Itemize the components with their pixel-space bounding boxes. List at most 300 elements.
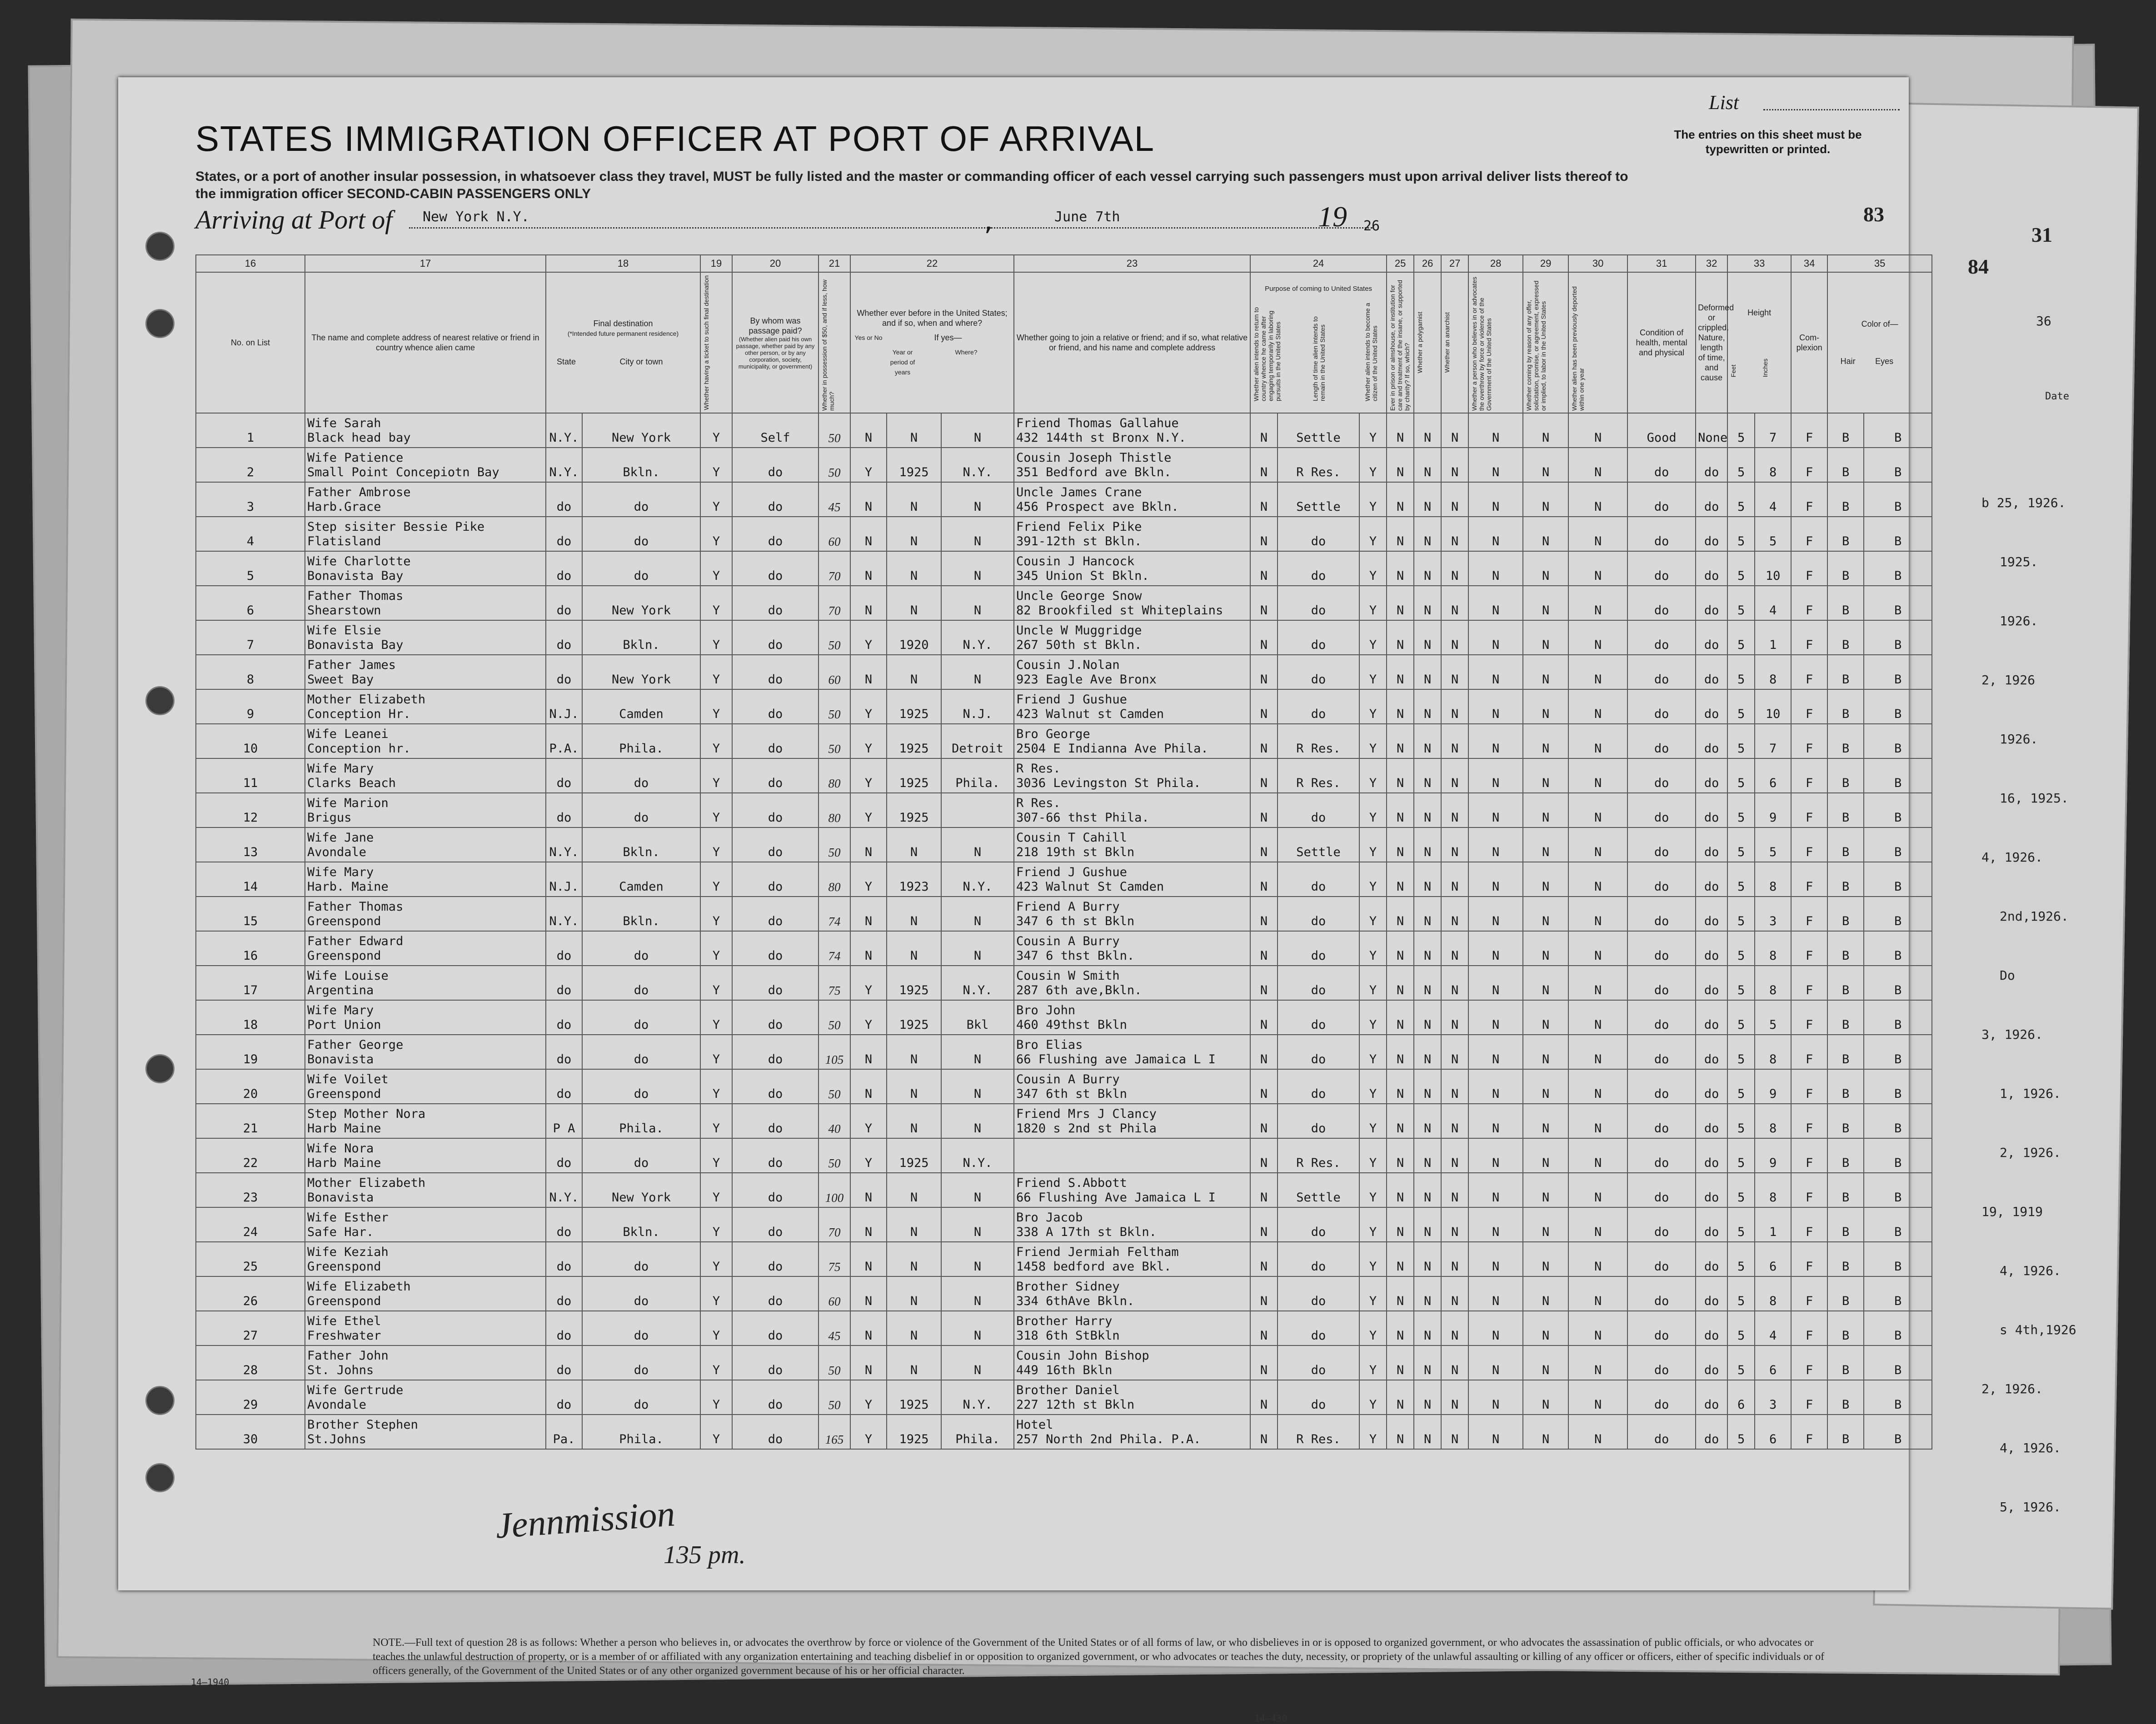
cell-in: 5: [1755, 827, 1791, 862]
cell-deformed: do: [1696, 1311, 1727, 1345]
cell-joining: [1014, 1345, 1250, 1380]
cell-no: 29: [196, 1380, 305, 1415]
cell-city: do: [582, 482, 700, 517]
cell-in: 4: [1755, 586, 1791, 620]
joining-name: Cousin J.Nolan: [1016, 658, 1120, 672]
cell-q25: N: [1387, 551, 1414, 586]
cell-state: do: [546, 1345, 582, 1380]
cell-deformed: do: [1696, 966, 1727, 1000]
cell-hair: B: [1827, 655, 1864, 689]
binder-hole: [145, 1054, 175, 1083]
cell-q30: N: [1568, 1000, 1627, 1035]
inspector-signature: Jennmission: [494, 1494, 677, 1546]
cell-relative: [305, 620, 546, 655]
cell-where: N: [941, 517, 1014, 551]
cell-q28: N: [1468, 758, 1523, 793]
table-row: [196, 482, 1932, 517]
cell-yn: Y: [850, 1415, 887, 1449]
cell-money: 80: [818, 862, 850, 897]
joining-address: 66 Flushing Ave Jamaica L I: [1016, 1191, 1216, 1205]
cell-p2: do: [1278, 862, 1359, 897]
page-number: 83: [1863, 203, 1884, 226]
cell-deformed: do: [1696, 897, 1727, 931]
cell-q30: N: [1568, 931, 1627, 966]
cell-where: N.J.: [941, 689, 1014, 724]
relative-name: Wife Esther: [307, 1211, 389, 1225]
cell-q29: N: [1523, 1000, 1568, 1035]
cell-ft: 5: [1727, 1173, 1755, 1207]
cell-q25: N: [1387, 1069, 1414, 1104]
cell-state: do: [546, 1207, 582, 1242]
cell-q28: N: [1468, 689, 1523, 724]
cell-q28: N: [1468, 1276, 1523, 1311]
cell-money: 74: [818, 897, 850, 931]
cell-p2: R Res.: [1278, 758, 1359, 793]
cell-p3: Y: [1359, 620, 1387, 655]
cell-joining: [1014, 1276, 1250, 1311]
cell-q28: N: [1468, 1069, 1523, 1104]
table-row: [196, 586, 1932, 620]
cell-ticket: Y: [700, 1104, 732, 1138]
cell-ticket: Y: [700, 931, 732, 966]
cell-p3: Y: [1359, 897, 1387, 931]
cell-eyes: B: [1864, 1104, 1932, 1138]
cell-joining: [1014, 1242, 1250, 1276]
cell-state: do: [546, 586, 582, 620]
cell-q30: N: [1568, 448, 1627, 482]
cell-city: do: [582, 1069, 700, 1104]
joining-address: 257 North 2nd Phila. P.A.: [1016, 1432, 1201, 1446]
cell-deformed: do: [1696, 1035, 1727, 1069]
cell-ticket: Y: [700, 1035, 732, 1069]
cell-deformed: do: [1696, 931, 1727, 966]
joining-name: Hotel: [1016, 1418, 1053, 1432]
cell-q26: N: [1414, 724, 1441, 758]
cell-p3: Y: [1359, 482, 1387, 517]
joining-name: Bro Elias: [1016, 1038, 1083, 1052]
cell-cx: F: [1791, 689, 1827, 724]
cell-city: do: [582, 1345, 700, 1380]
cell-q26: N: [1414, 862, 1441, 897]
joining-name: Uncle W Muggridge: [1016, 623, 1142, 638]
cell-q30: N: [1568, 966, 1627, 1000]
cell-joining: [1014, 966, 1250, 1000]
cell-eyes: B: [1864, 1173, 1932, 1207]
cell-state: N.Y.: [546, 897, 582, 931]
cell-deformed: do: [1696, 1138, 1727, 1173]
page-number-behind-2: 31: [2031, 223, 2052, 246]
cell-ticket: Y: [700, 517, 732, 551]
cell-q30: N: [1568, 655, 1627, 689]
cell-q28: N: [1468, 1345, 1523, 1380]
cell-q27: N: [1441, 1138, 1468, 1173]
cell-deformed: do: [1696, 758, 1727, 793]
cell-year: N: [887, 1276, 941, 1311]
cell-paid: do: [732, 655, 818, 689]
cell-q29: N: [1523, 448, 1568, 482]
cell-eyes: B: [1864, 862, 1932, 897]
cell-q28: N: [1468, 1207, 1523, 1242]
cell-eyes: B: [1864, 724, 1932, 758]
header-passage-paid: By whom was passage paid? (Whether alien paid his own passage, whether paid by any other person, or by any corporation, society, municipality, or government): [732, 272, 818, 413]
cell-eyes: B: [1864, 1311, 1932, 1345]
cell-yn: Y: [850, 448, 887, 482]
cell-hair: B: [1827, 1069, 1864, 1104]
joining-address: 218 19th st Bkln: [1016, 845, 1135, 859]
col-number: 23: [1014, 255, 1250, 272]
cell-in: 5: [1755, 517, 1791, 551]
cell-relative: [305, 1207, 546, 1242]
form-instructions: States, or a port of another insular possession, in whatsoever class they travel, MUST be fully listed and the master or commanding officer of each vessel carrying such passengers must upon arrival deliver lists thereof to the immigration officer SECOND-CABIN PASSENGERS ONLY: [195, 169, 1628, 201]
cell-p3: Y: [1359, 793, 1387, 827]
relative-address: Conception Hr.: [307, 707, 411, 721]
relative-address: St.Johns: [307, 1432, 367, 1446]
cell-no: 24: [196, 1207, 305, 1242]
cell-ft: 5: [1727, 862, 1755, 897]
cell-paid: do: [732, 931, 818, 966]
cell-state: do: [546, 1242, 582, 1276]
cell-year: N: [887, 517, 941, 551]
joining-name: Friend A Burry: [1016, 900, 1120, 914]
cell-year: 1925: [887, 758, 941, 793]
cell-city: do: [582, 1311, 700, 1345]
cell-q26: N: [1414, 1069, 1441, 1104]
joining-address: 432 144th st Bronx N.Y.: [1016, 431, 1186, 445]
cell-city: do: [582, 517, 700, 551]
cell-q27: N: [1441, 1380, 1468, 1415]
cell-ticket: Y: [700, 482, 732, 517]
cell-ticket: Y: [700, 655, 732, 689]
cell-q28: N: [1468, 1242, 1523, 1276]
cell-paid: do: [732, 586, 818, 620]
cell-p3: Y: [1359, 758, 1387, 793]
cell-relative: [305, 1104, 546, 1138]
cell-yn: N: [850, 1207, 887, 1242]
relative-address: Port Union: [307, 1018, 381, 1032]
cell-cx: F: [1791, 551, 1827, 586]
cell-q26: N: [1414, 1104, 1441, 1138]
cell-p2: Settle: [1278, 413, 1359, 448]
cell-cx: F: [1791, 1000, 1827, 1035]
cell-money: 50: [818, 1345, 850, 1380]
joining-name: Cousin John Bishop: [1016, 1349, 1149, 1363]
cell-no: 26: [196, 1276, 305, 1311]
cell-relative: [305, 482, 546, 517]
cell-relative: [305, 1138, 546, 1173]
cell-p2: R Res.: [1278, 1415, 1359, 1449]
cell-q26: N: [1414, 1415, 1441, 1449]
cell-yn: Y: [850, 620, 887, 655]
table-row: [196, 517, 1932, 551]
cell-p3: Y: [1359, 1173, 1387, 1207]
relative-name: Wife Jane: [307, 831, 374, 845]
cell-in: 8: [1755, 862, 1791, 897]
cell-cx: F: [1791, 1207, 1827, 1242]
cell-eyes: B: [1864, 1345, 1932, 1380]
cell-q26: N: [1414, 620, 1441, 655]
cell-paid: do: [732, 1345, 818, 1380]
col-number: 20: [732, 255, 818, 272]
cell-p1: N: [1250, 931, 1278, 966]
cell-health: do: [1627, 1173, 1696, 1207]
cell-cx: F: [1791, 897, 1827, 931]
cell-paid: do: [732, 793, 818, 827]
cell-money: 80: [818, 793, 850, 827]
cell-cx: F: [1791, 413, 1827, 448]
cell-year: N: [887, 897, 941, 931]
cell-money: 50: [818, 724, 850, 758]
cell-q29: N: [1523, 620, 1568, 655]
arriving-label: Arriving at Port of: [195, 205, 393, 234]
cell-state: do: [546, 793, 582, 827]
cell-paid: do: [732, 1311, 818, 1345]
relative-name: Wife Mary: [307, 865, 374, 879]
cell-eyes: B: [1864, 517, 1932, 551]
cell-yn: N: [850, 413, 887, 448]
cell-p1: N: [1250, 724, 1278, 758]
cell-relative: [305, 1173, 546, 1207]
cell-q28: N: [1468, 517, 1523, 551]
relative-address: Greenspond: [307, 1260, 381, 1274]
cell-p2: do: [1278, 586, 1359, 620]
cell-city: do: [582, 966, 700, 1000]
cell-yn: N: [850, 1276, 887, 1311]
cell-p1: N: [1250, 793, 1278, 827]
cell-state: P.A.: [546, 724, 582, 758]
cell-joining: [1014, 1069, 1250, 1104]
cell-where: N: [941, 1345, 1014, 1380]
cell-eyes: B: [1864, 1000, 1932, 1035]
cell-hair: B: [1827, 482, 1864, 517]
relative-address: Shearstown: [307, 603, 381, 618]
underlying-date-entry: 1926.: [2000, 732, 2038, 747]
cell-state: N.Y.: [546, 827, 582, 862]
cell-ft: 5: [1727, 482, 1755, 517]
cell-q29: N: [1523, 517, 1568, 551]
cell-joining: [1014, 448, 1250, 482]
cell-hair: B: [1827, 620, 1864, 655]
cell-p2: do: [1278, 655, 1359, 689]
cell-q27: N: [1441, 482, 1468, 517]
relative-address: Harb.Grace: [307, 500, 381, 514]
relative-name: Wife Sarah: [307, 416, 381, 430]
cell-eyes: B: [1864, 793, 1932, 827]
cell-q26: N: [1414, 1380, 1441, 1415]
cell-in: 10: [1755, 689, 1791, 724]
cell-cx: F: [1791, 1138, 1827, 1173]
cell-no: 14: [196, 862, 305, 897]
cell-state: do: [546, 1380, 582, 1415]
relative-name: Mother Elizabeth: [307, 693, 426, 707]
cell-deformed: do: [1696, 620, 1727, 655]
table-row: [196, 1276, 1932, 1311]
cell-eyes: B: [1864, 966, 1932, 1000]
cell-q29: N: [1523, 655, 1568, 689]
cell-p1: N: [1250, 1035, 1278, 1069]
cell-q25: N: [1387, 1276, 1414, 1311]
cell-health: do: [1627, 827, 1696, 862]
relative-name: Wife Keziah: [307, 1245, 389, 1259]
cell-q25: N: [1387, 689, 1414, 724]
cell-q27: N: [1441, 758, 1468, 793]
cell-p1: N: [1250, 897, 1278, 931]
cell-city: do: [582, 1276, 700, 1311]
cell-relative: [305, 793, 546, 827]
cell-year: N: [887, 1345, 941, 1380]
cell-year: N: [887, 1104, 941, 1138]
cell-p3: Y: [1359, 448, 1387, 482]
cell-p1: N: [1250, 1104, 1278, 1138]
cell-p1: N: [1250, 1000, 1278, 1035]
table-row: [196, 758, 1932, 793]
cell-q26: N: [1414, 517, 1441, 551]
cell-cx: F: [1791, 758, 1827, 793]
cell-yn: Y: [850, 862, 887, 897]
joining-name: Bro John: [1016, 1003, 1076, 1017]
cell-ticket: Y: [700, 586, 732, 620]
joining-address: 423 Walnut st Camden: [1016, 707, 1164, 721]
cell-no: 10: [196, 724, 305, 758]
cell-health: do: [1627, 1035, 1696, 1069]
cell-q30: N: [1568, 862, 1627, 897]
binder-hole: [145, 232, 175, 261]
cell-yn: Y: [850, 1380, 887, 1415]
cell-in: 8: [1755, 931, 1791, 966]
header-relative: The name and complete address of nearest relative or friend in country whence alien came: [305, 272, 546, 413]
cell-q26: N: [1414, 793, 1441, 827]
cell-no: 8: [196, 655, 305, 689]
cell-q26: N: [1414, 482, 1441, 517]
cell-paid: do: [732, 551, 818, 586]
binder-hole: [145, 1463, 175, 1492]
cell-eyes: B: [1864, 413, 1932, 448]
cell-relative: [305, 1242, 546, 1276]
cell-q30: N: [1568, 1069, 1627, 1104]
col-number: 27: [1441, 255, 1468, 272]
cell-p2: do: [1278, 897, 1359, 931]
cell-cx: F: [1791, 482, 1827, 517]
relative-name: Wife Marion: [307, 796, 389, 810]
cell-hair: B: [1827, 1173, 1864, 1207]
cell-q29: N: [1523, 758, 1568, 793]
cell-yn: N: [850, 1311, 887, 1345]
cell-city: do: [582, 1380, 700, 1415]
cell-q30: N: [1568, 413, 1627, 448]
joining-address: 347 6 thst Bkln.: [1016, 949, 1135, 963]
header-yes-no: Yes or No: [854, 334, 883, 341]
list-number-field: [1763, 109, 1900, 110]
cell-ft: 5: [1727, 1207, 1755, 1242]
cell-q27: N: [1441, 724, 1468, 758]
cell-p1: N: [1250, 482, 1278, 517]
cell-deformed: None: [1696, 413, 1727, 448]
joining-name: Friend Thomas Gallahue: [1016, 416, 1179, 430]
cell-q28: N: [1468, 413, 1523, 448]
cell-in: 8: [1755, 1276, 1791, 1311]
cell-deformed: do: [1696, 827, 1727, 862]
column-numbers-row: [196, 255, 1932, 272]
underlying-col-number: 36: [2036, 314, 2051, 329]
cell-health: do: [1627, 1138, 1696, 1173]
cell-paid: do: [732, 1000, 818, 1035]
cell-state: do: [546, 1311, 582, 1345]
joining-name: Uncle George Snow: [1016, 589, 1142, 603]
table-row: [196, 413, 1932, 448]
cell-relative: [305, 1069, 546, 1104]
joining-address: 460 49thst Bkln: [1016, 1018, 1127, 1032]
underlying-date-entry: 19, 1919: [1981, 1204, 2043, 1219]
joining-name: Cousin W Smith: [1016, 969, 1120, 983]
cell-where: N: [941, 482, 1014, 517]
cell-q25: N: [1387, 1138, 1414, 1173]
cell-paid: do: [732, 724, 818, 758]
year-suffix: 26: [1363, 218, 1380, 234]
cell-yn: N: [850, 482, 887, 517]
cell-deformed: do: [1696, 793, 1727, 827]
header-final-destination: [546, 272, 700, 413]
cell-relative: [305, 827, 546, 862]
cell-relative: [305, 758, 546, 793]
cell-where: N.Y.: [941, 966, 1014, 1000]
cell-ft: 5: [1727, 413, 1755, 448]
cell-p2: do: [1278, 689, 1359, 724]
cell-where: N: [941, 655, 1014, 689]
cell-p1: N: [1250, 1207, 1278, 1242]
cell-no: 28: [196, 1345, 305, 1380]
cell-ticket: Y: [700, 448, 732, 482]
cell-city: do: [582, 931, 700, 966]
cell-where: N: [941, 1104, 1014, 1138]
cell-state: do: [546, 1276, 582, 1311]
cell-no: 11: [196, 758, 305, 793]
cell-state: do: [546, 517, 582, 551]
table-row: [196, 1000, 1932, 1035]
cell-q27: N: [1441, 551, 1468, 586]
cell-p3: Y: [1359, 1345, 1387, 1380]
table-row: [196, 1069, 1932, 1104]
header-deported: Whether alien has been previously deported within one year: [1568, 272, 1627, 413]
cell-eyes: B: [1864, 655, 1932, 689]
cell-joining: [1014, 1311, 1250, 1345]
cell-where: N: [941, 413, 1014, 448]
joining-address: 345 Union St Bkln.: [1016, 569, 1149, 583]
cell-q26: N: [1414, 551, 1441, 586]
cell-paid: do: [732, 1035, 818, 1069]
cell-yn: Y: [850, 1104, 887, 1138]
cell-p3: Y: [1359, 517, 1387, 551]
cell-health: do: [1627, 655, 1696, 689]
cell-eyes: B: [1864, 1242, 1932, 1276]
cell-yn: Y: [850, 689, 887, 724]
cell-paid: do: [732, 1207, 818, 1242]
cell-yn: N: [850, 827, 887, 862]
joining-address: 351 Bedford ave Bkln.: [1016, 465, 1172, 479]
cell-q30: N: [1568, 551, 1627, 586]
cell-yn: Y: [850, 1000, 887, 1035]
cell-q29: N: [1523, 897, 1568, 931]
cell-q27: N: [1441, 620, 1468, 655]
joining-address: 347 6 th st Bkln: [1016, 914, 1135, 928]
joining-name: Friend S.Abbott: [1016, 1176, 1127, 1190]
cell-q27: N: [1441, 1276, 1468, 1311]
table-row: [196, 1311, 1932, 1345]
cell-q25: N: [1387, 482, 1414, 517]
joining-address: 923 Eagle Ave Bronx: [1016, 673, 1157, 687]
cell-yn: Y: [850, 724, 887, 758]
cell-in: 7: [1755, 724, 1791, 758]
cell-deformed: do: [1696, 724, 1727, 758]
cell-p1: N: [1250, 1242, 1278, 1276]
